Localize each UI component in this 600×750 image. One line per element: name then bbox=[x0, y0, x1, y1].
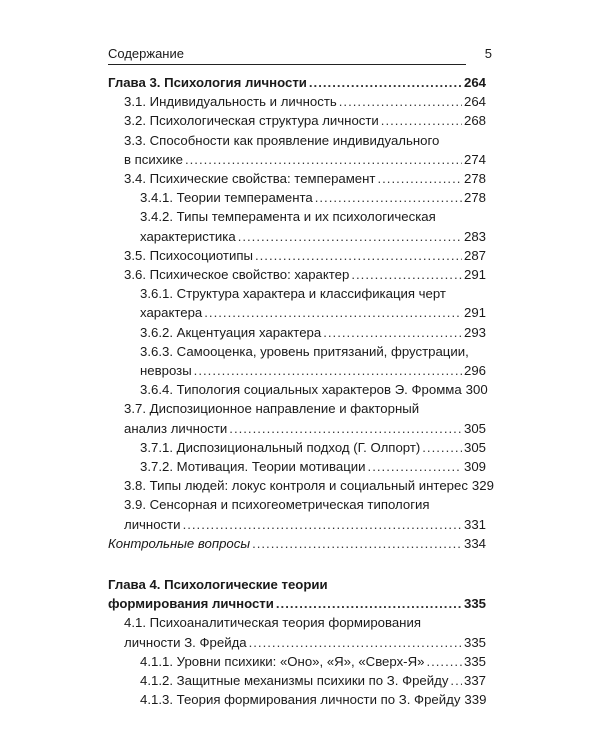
toc-entry-3-7[interactable] bbox=[108, 399, 486, 437]
toc-chapter-4[interactable] bbox=[108, 575, 486, 613]
entry-title: в психике bbox=[124, 151, 183, 167]
toc-chapter-3[interactable] bbox=[108, 73, 486, 92]
dot-leader bbox=[351, 265, 462, 284]
page-ref: 293 bbox=[463, 324, 486, 340]
dot-leader bbox=[381, 111, 462, 130]
toc-entry-3-9[interactable] bbox=[108, 495, 486, 533]
toc-entry-3-1[interactable] bbox=[108, 92, 486, 111]
page-number: 5 bbox=[484, 46, 492, 61]
page-ref: 300 bbox=[465, 382, 488, 398]
entry-title: личности З. Фрейда bbox=[124, 634, 247, 650]
page-ref: 291 bbox=[463, 305, 486, 321]
toc-entry-3-4-2[interactable] bbox=[108, 207, 486, 245]
page-ref: 335 bbox=[463, 653, 486, 669]
dot-leader bbox=[339, 92, 462, 111]
dot-leader bbox=[377, 169, 462, 188]
dot-leader bbox=[315, 188, 462, 207]
entry-title: 3.1. Индивидуальность и личность bbox=[124, 94, 337, 110]
entry-title-first-line: 3.9. Сенсорная и психогеометрическая типология bbox=[124, 497, 430, 513]
entry-title: 3.8. Типы людей: локус контроля и социальный интерес bbox=[124, 478, 468, 494]
dot-leader bbox=[249, 633, 462, 652]
entry-title-first-line: 3.7. Диспозиционное направление и факторный bbox=[124, 401, 420, 417]
entry-title: 3.6.4. Типология социальных характеров Э. Фромма bbox=[140, 382, 462, 398]
dot-leader bbox=[309, 73, 462, 92]
dot-leader bbox=[276, 594, 462, 613]
dot-leader bbox=[323, 323, 462, 342]
dot-leader bbox=[183, 515, 462, 534]
toc-entry-3-6-1[interactable] bbox=[108, 284, 486, 322]
entry-title: 3.6.2. Акцентуация характера bbox=[140, 324, 322, 340]
dot-leader bbox=[450, 671, 462, 690]
entry-title: неврозы bbox=[140, 363, 192, 379]
entry-title: 4.1.1. Уровни психики: «Оно», «Я», «Сверх-Я» bbox=[140, 653, 425, 669]
dot-leader bbox=[194, 361, 462, 380]
page-ref: 264 bbox=[463, 75, 486, 90]
toc-entry-4-1-1[interactable] bbox=[108, 652, 486, 671]
page-ref: 268 bbox=[463, 113, 486, 129]
entry-title: 3.4. Психические свойства: темперамент bbox=[124, 171, 376, 187]
toc-entry-3-7-1[interactable] bbox=[108, 438, 486, 457]
entry-title: 3.4.1. Теории темперамента bbox=[140, 190, 313, 206]
toc-entry-3-7-2[interactable] bbox=[108, 457, 486, 476]
toc-entry-3-2[interactable] bbox=[108, 111, 486, 130]
page-ref: 339 bbox=[464, 692, 487, 708]
header-title: Содержание bbox=[108, 46, 184, 61]
dot-leader bbox=[368, 457, 462, 476]
page-ref: 305 bbox=[463, 420, 486, 436]
toc-entry-3-3[interactable] bbox=[108, 131, 486, 169]
chapter-title-first-line: Глава 4. Психологические теории bbox=[108, 577, 328, 593]
entry-title: 3.7.1. Диспозициональный подход (Г. Олпорт) bbox=[140, 439, 421, 455]
dot-leader bbox=[238, 227, 462, 246]
toc-entry-3-5[interactable] bbox=[108, 246, 486, 265]
section-gap bbox=[108, 553, 486, 575]
page-ref: 329 bbox=[471, 478, 494, 494]
entry-title: 3.2. Психологическая структура личности bbox=[124, 113, 379, 129]
entry-title-first-line: 3.4.2. Типы темперамента и их психологическая bbox=[140, 209, 436, 225]
entry-title-first-line: 3.6.1. Структура характера и классификация черт bbox=[140, 286, 446, 302]
page-ref: 335 bbox=[463, 634, 486, 650]
entry-title: характера bbox=[140, 305, 203, 321]
entry-title: 3.6. Психическое свойство: характер bbox=[124, 267, 350, 283]
dot-leader bbox=[229, 419, 462, 438]
page-ref: 337 bbox=[463, 673, 486, 689]
dot-leader bbox=[426, 652, 462, 671]
dot-leader bbox=[185, 150, 462, 169]
page-ref: 334 bbox=[463, 535, 486, 551]
page-ref: 335 bbox=[463, 596, 486, 612]
toc-entry-4-1[interactable] bbox=[108, 613, 486, 651]
entry-title: 4.1.3. Теория формирования личности по З. Фрейду bbox=[140, 692, 461, 708]
dot-leader bbox=[252, 534, 462, 553]
table-of-contents bbox=[108, 73, 494, 710]
toc-entry-review-questions[interactable] bbox=[108, 534, 486, 553]
page-ref: 331 bbox=[463, 516, 486, 532]
page-ref: 305 bbox=[463, 439, 486, 455]
page-ref: 291 bbox=[463, 267, 486, 283]
toc-entry-4-1-2[interactable] bbox=[108, 671, 486, 690]
page-ref: 264 bbox=[463, 94, 486, 110]
page-ref: 287 bbox=[463, 247, 486, 263]
entry-title: личности bbox=[124, 516, 181, 532]
entry-title: 4.1.2. Защитные механизмы психики по З. Фрейду bbox=[140, 673, 449, 689]
page-ref: 274 bbox=[463, 151, 486, 167]
dot-leader bbox=[204, 303, 462, 322]
toc-entry-3-6-2[interactable] bbox=[108, 323, 486, 342]
page-ref: 278 bbox=[463, 171, 486, 187]
entry-title-first-line: 4.1. Психоаналитическая теория формирования bbox=[124, 615, 421, 631]
entry-title-first-line: 3.6.3. Самооценка, уровень притязаний, фрустрации, bbox=[140, 343, 469, 359]
chapter-title: Глава 3. Психология личности bbox=[108, 75, 307, 90]
entry-title: 3.5. Психосоциотипы bbox=[124, 247, 253, 263]
toc-entry-3-6-3[interactable] bbox=[108, 342, 486, 380]
entry-title: 3.7.2. Мотивация. Теории мотивации bbox=[140, 459, 366, 475]
page-ref: 283 bbox=[463, 228, 486, 244]
toc-entry-3-4[interactable] bbox=[108, 169, 486, 188]
toc-entry-4-1-3[interactable] bbox=[108, 690, 486, 709]
page-ref: 278 bbox=[463, 190, 486, 206]
page-header bbox=[108, 44, 492, 66]
toc-entry-3-6[interactable] bbox=[108, 265, 486, 284]
chapter-title: формирования личности bbox=[108, 596, 274, 612]
toc-entry-3-4-1[interactable] bbox=[108, 188, 486, 207]
dot-leader bbox=[422, 438, 462, 457]
toc-entry-3-8[interactable] bbox=[108, 476, 494, 495]
entry-title: характеристика bbox=[140, 228, 236, 244]
entry-title: анализ личности bbox=[124, 420, 228, 436]
toc-entry-3-6-4[interactable] bbox=[108, 380, 486, 399]
page-ref: 309 bbox=[463, 459, 486, 475]
entry-title-first-line: 3.3. Способности как проявление индивидуального bbox=[124, 132, 440, 148]
page-ref: 296 bbox=[463, 363, 486, 379]
header-rule bbox=[108, 64, 466, 65]
entry-title: Контрольные вопросы bbox=[108, 535, 251, 551]
dot-leader bbox=[255, 246, 462, 265]
